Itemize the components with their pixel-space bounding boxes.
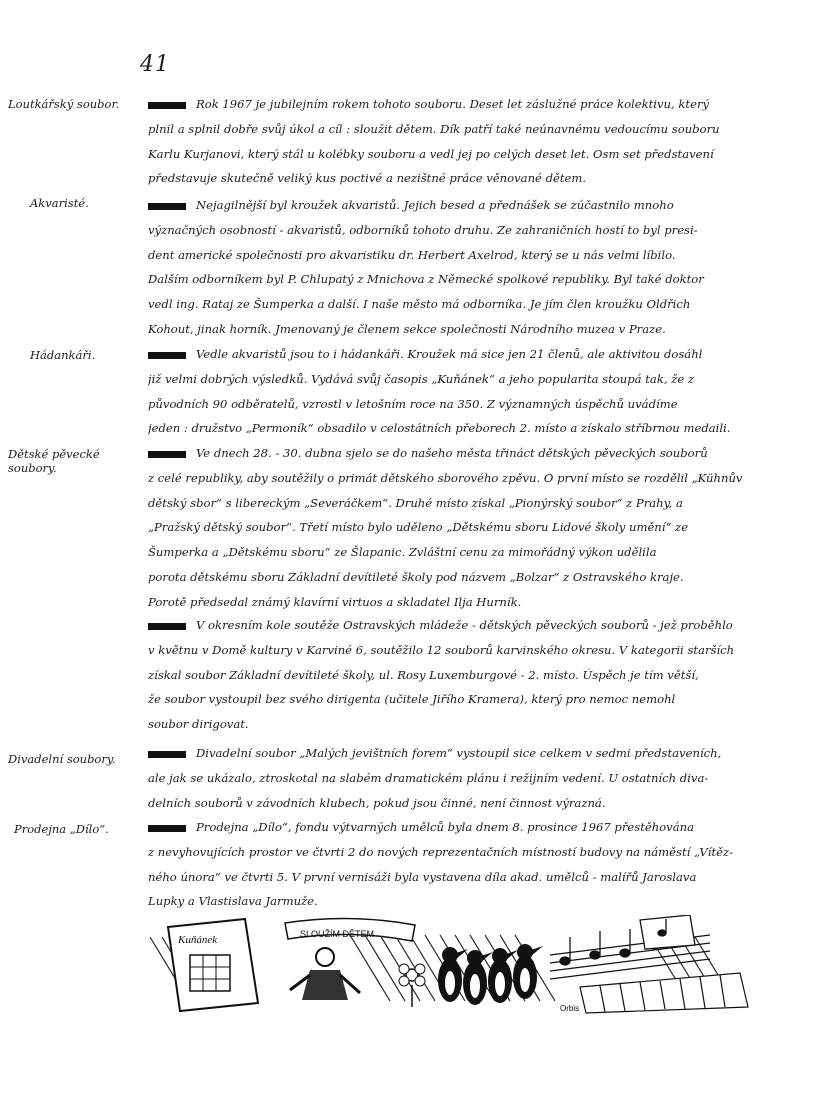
entry-okresni-kolo xyxy=(148,613,798,737)
section-marker-bar xyxy=(148,203,186,210)
section-marker-bar xyxy=(148,751,186,758)
entry-loutkarsky xyxy=(148,92,798,191)
text-line: porota dětskému sboru Základní devítileté školy pod názvem „Bolzar“ z Ostravského kraje. xyxy=(148,569,684,584)
text-line: získal soubor Základní devítileté školy, ul. Rosy Luxemburgové - 2. místo. Úspěch je tím větší, xyxy=(148,667,699,682)
text-line: dent americké společnosti pro akvaristiku dr. Herbert Axelrod, který se u nás velmi líbilo. xyxy=(148,247,676,262)
magazine-icon xyxy=(168,919,258,1011)
text-line: jeden : družstvo „Permoník“ obsadilo v celostátních přeborech 2. místo a získalo stříbrnou medaili. xyxy=(148,421,731,436)
entry-detske-pevecke xyxy=(148,441,798,615)
entry-prodejna-dilo xyxy=(148,815,798,914)
puppet-banner xyxy=(285,918,415,1000)
text-line: Šumperka a „Dětskému sboru“ ze Šlapanic. Zvláštní cenu za mimořádný výkon udělila xyxy=(148,545,657,560)
text-line: Karlu Kurjanovi, který stál u kolébky souboru a vedl jej po celých deset let. Osm set představení xyxy=(148,146,714,161)
section-marker-bar xyxy=(148,825,186,832)
text-line: soubor dirigovat. xyxy=(148,717,249,732)
illustration-signature: Orbis xyxy=(560,1004,580,1013)
margin-label-loutkarsky: Loutkářský soubor. xyxy=(8,97,120,111)
margin-label-hadankari: Hádankáři. xyxy=(30,348,96,362)
margin-label-detske-pevecke: Dětské pěvecké soubory. xyxy=(8,447,100,475)
entry-hadankari xyxy=(148,342,798,441)
text-line: již velmi dobrých výsledků. Vydává svůj časopis „Kuňánek“ a jeho popularita stoupá tak, že z xyxy=(148,371,694,386)
margin-label-akvariste: Akvaristé. xyxy=(30,196,89,210)
text-line: z nevyhovujících prostor ve čtvrti 2 do nových reprezentačních místností budovy na náměstí „Vítěz- xyxy=(148,844,734,859)
text-line: dětský sbor“ s libereckým „Severáčkem“. Druhé místo získal „Pionýrský soubor“ z Prahy, a xyxy=(148,495,683,510)
text-line: Vedle akvaristů jsou to i hádankáři. Kroužek má sice jen 21 členů, ale aktivitou dosáhl xyxy=(148,342,798,367)
margin-label-divadelni: Divadelní soubory. xyxy=(8,752,116,766)
text-line: Lupky a Vlastislava Jarmuže. xyxy=(148,894,318,909)
text-line: Divadelní soubor „Malých jevištních forem“ vystoupil sice celkem v sedmi představeních, xyxy=(148,741,798,766)
section-marker-bar xyxy=(148,451,186,458)
text-line: „Pražský dětský soubor“. Třetí místo bylo uděleno „Dětskému sboru Lidové školy umění“ ze xyxy=(148,520,689,535)
entry-divadelni xyxy=(148,741,798,815)
text-line: Porotě předsedal známý klavírní virtuos a skladatel Ilja Hurník. xyxy=(148,594,522,609)
singing-birds-icon xyxy=(438,944,543,1005)
text-line: Rok 1967 je jubilejním rokem tohoto souboru. Deset let záslužné práce kolektivu, který xyxy=(148,92,798,117)
text-line: že soubor vystoupil bez svého dirigenta (učitele Jiřího Kramera), který pro nemoc nemohl xyxy=(148,692,676,707)
text-line: Prodejna „Dílo“, fondu výtvarných umělců byla dnem 8. prosince 1967 přestěhována xyxy=(148,815,798,840)
page-number: 41 xyxy=(140,52,170,77)
text-line: z celé republiky, aby soutěžily o primát dětského sborového zpěvu. O první místo se rozdělil „Kühnův xyxy=(148,470,743,485)
text-line: Nejagilnější byl kroužek akvaristů. Jejich besed a přednášek se zúčastnilo mnoho xyxy=(148,193,798,218)
banner-text: SLOUŽÍM DĚTEM xyxy=(300,929,375,939)
section-marker-bar xyxy=(148,352,186,359)
text-line: ale jak se ukázalo, ztroskotal na slabém dramatickém plánu i režijním vedení. U ostatních diva- xyxy=(148,770,709,785)
text-line: Dalším odborníkem byl P. Chlupatý z Mnichova z Německé spolkové republiky. Byl také doktor xyxy=(148,272,704,287)
entry-akvariste xyxy=(148,193,798,342)
text-line: delních souborů v závodních klubech, pokud jsou činné, není činnost výrazná. xyxy=(148,795,606,810)
text-line: plnil a splnil dobře svůj úkol a cíl : sloužit dětem. Dík patří také neúnavnému vedoucímu souboru xyxy=(148,121,720,136)
section-marker-bar xyxy=(148,102,186,109)
text-line: v květnu v Domě kultury v Karviné 6, soutěžilo 12 souborů karvinského okresu. V kategorii starších xyxy=(148,642,735,657)
decorative-illustration xyxy=(150,915,750,1015)
text-line: význačných osobností - akvaristů, odborníků tohoto druhu. Ze zahraničních hostí to byl presi- xyxy=(148,222,698,237)
magazine-title: Kuňánek xyxy=(178,934,218,946)
text-line: V okresním kole soutěže Ostravských mládeže - dětských pěveckých souborů - jež proběhlo xyxy=(148,613,798,638)
text-line: původních 90 odběratelů, vzrostl v letošním roce na 350. Z významných úspěchů uvádíme xyxy=(148,396,678,411)
text-line: Ve dnech 28. - 30. dubna sjelo se do našeho města třináct dětských pěveckých souborů xyxy=(148,441,798,466)
text-line: Kohout, jinak horník. Jmenovaný je členem sekce společnosti Národního muzea v Praze. xyxy=(148,321,666,336)
section-marker-bar xyxy=(148,623,186,630)
margin-label-prodejna-dilo: Prodejna „Dílo“. xyxy=(14,822,109,836)
flower-icon xyxy=(399,964,425,1007)
piano-keys-icon xyxy=(580,973,748,1013)
text-line: vedl ing. Rataj ze Šumperka a další. I naše město má odborníka. Je jím člen kroužku Oldřich xyxy=(148,297,691,312)
text-line: ného února“ ve čtvrti 5. V první vernisáži byla vystavena díla akad. umělců - malířů Jaroslava xyxy=(148,869,697,884)
text-line: představuje skutečně veliký kus poctivé a nezištné práce věnované dětem. xyxy=(148,171,587,186)
